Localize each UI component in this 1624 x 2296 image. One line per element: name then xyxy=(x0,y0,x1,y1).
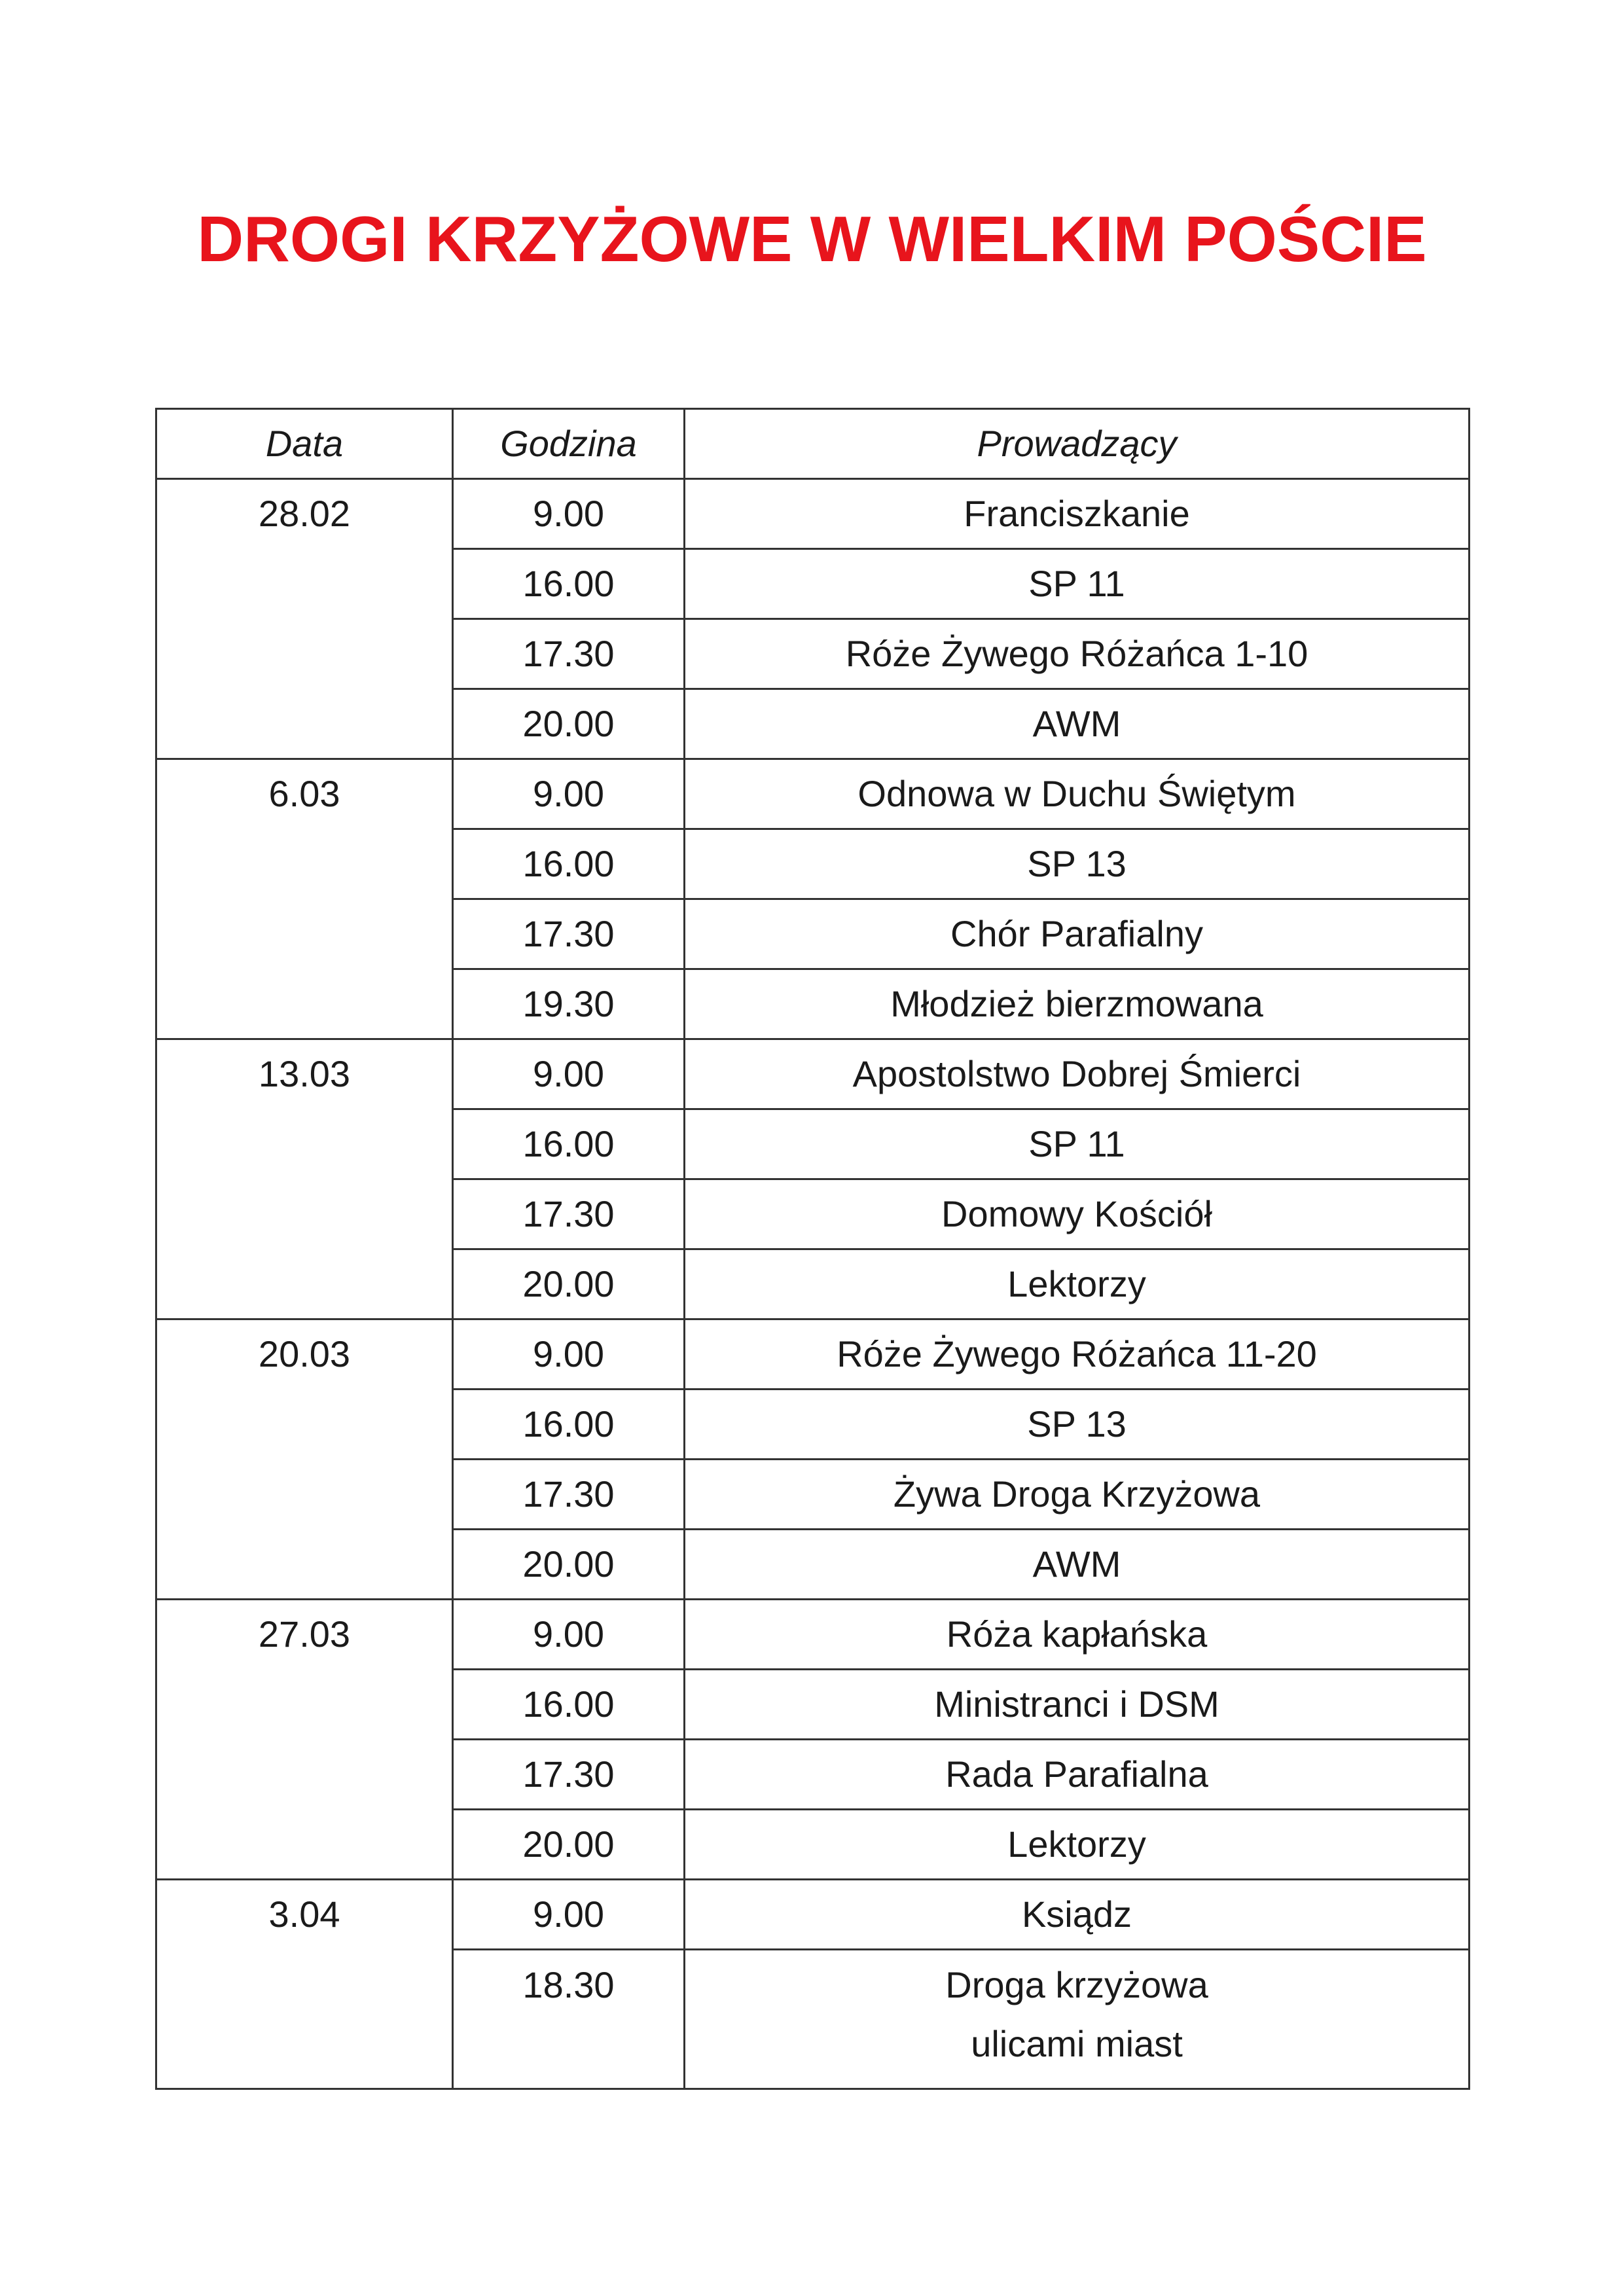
time-cell: 9.00 xyxy=(453,1880,685,1950)
time-cell: 17.30 xyxy=(453,619,685,689)
leader-cell: Odnowa w Duchu Świętym xyxy=(685,759,1470,829)
leader-cell: AWM xyxy=(685,1530,1470,1600)
time-cell: 9.00 xyxy=(453,759,685,829)
header-leader: Prowadzący xyxy=(685,409,1470,479)
table-row xyxy=(156,1039,1470,1109)
date-cell: 27.03 xyxy=(156,1600,453,1880)
time-cell: 17.30 xyxy=(453,1740,685,1810)
leader-cell: Lektorzy xyxy=(685,1249,1470,1319)
leader-cell: Franciszkanie xyxy=(685,479,1470,549)
leader-cell: Domowy Kościół xyxy=(685,1179,1470,1249)
time-cell: 9.00 xyxy=(453,479,685,549)
leader-cell: Chór Parafialny xyxy=(685,899,1470,969)
header-time: Godzina xyxy=(453,409,685,479)
leader-cell: Róże Żywego Różańca 11-20 xyxy=(685,1319,1470,1390)
leader-line: ulicami miast xyxy=(971,2023,1183,2064)
leader-cell: AWM xyxy=(685,689,1470,759)
date-cell: 28.02 xyxy=(156,479,453,759)
leader-cell: Lektorzy xyxy=(685,1810,1470,1880)
time-cell: 16.00 xyxy=(453,1109,685,1179)
time-cell: 20.00 xyxy=(453,689,685,759)
date-cell: 13.03 xyxy=(156,1039,453,1319)
time-cell: 9.00 xyxy=(453,1600,685,1670)
time-cell: 17.30 xyxy=(453,1460,685,1530)
leader-cell: Młodzież bierzmowana xyxy=(685,969,1470,1039)
leader-cell: SP 11 xyxy=(685,1109,1470,1179)
time-cell: 17.30 xyxy=(453,899,685,969)
date-cell: 3.04 xyxy=(156,1880,453,2089)
leader-cell: Róża kapłańska xyxy=(685,1600,1470,1670)
date-cell: 6.03 xyxy=(156,759,453,1039)
leader-cell: Apostolstwo Dobrej Śmierci xyxy=(685,1039,1470,1109)
leader-cell: Ksiądz xyxy=(685,1880,1470,1950)
table-header-row xyxy=(156,409,1470,479)
time-cell: 16.00 xyxy=(453,829,685,899)
table-row xyxy=(156,1319,1470,1390)
page-title: DROGI KRZYŻOWE W WIELKIM POŚCIE xyxy=(197,203,1427,275)
time-cell: 20.00 xyxy=(453,1530,685,1600)
leader-cell: SP 11 xyxy=(685,549,1470,619)
leader-cell: Róże Żywego Różańca 1-10 xyxy=(685,619,1470,689)
table-row xyxy=(156,759,1470,829)
time-cell: 18.30 xyxy=(453,1950,685,2089)
time-cell: 16.00 xyxy=(453,1670,685,1740)
time-cell: 16.00 xyxy=(453,1390,685,1460)
leader-cell: Żywa Droga Krzyżowa xyxy=(685,1460,1470,1530)
leader-cell: SP 13 xyxy=(685,829,1470,899)
schedule-table xyxy=(155,408,1470,2090)
time-cell: 19.30 xyxy=(453,969,685,1039)
leader-cell: Rada Parafialna xyxy=(685,1740,1470,1810)
time-cell: 9.00 xyxy=(453,1319,685,1390)
time-cell: 17.30 xyxy=(453,1179,685,1249)
leader-cell: Ministranci i DSM xyxy=(685,1670,1470,1740)
date-cell: 20.03 xyxy=(156,1319,453,1600)
table-row xyxy=(156,1880,1470,1950)
time-cell: 20.00 xyxy=(453,1810,685,1880)
time-cell: 16.00 xyxy=(453,549,685,619)
leader-cell: SP 13 xyxy=(685,1390,1470,1460)
time-cell: 20.00 xyxy=(453,1249,685,1319)
leader-cell xyxy=(685,1950,1470,2089)
header-date: Data xyxy=(156,409,453,479)
leader-line: Droga krzyżowa xyxy=(945,1964,1208,2005)
table-row xyxy=(156,1600,1470,1670)
table-row xyxy=(156,479,1470,549)
time-cell: 9.00 xyxy=(453,1039,685,1109)
